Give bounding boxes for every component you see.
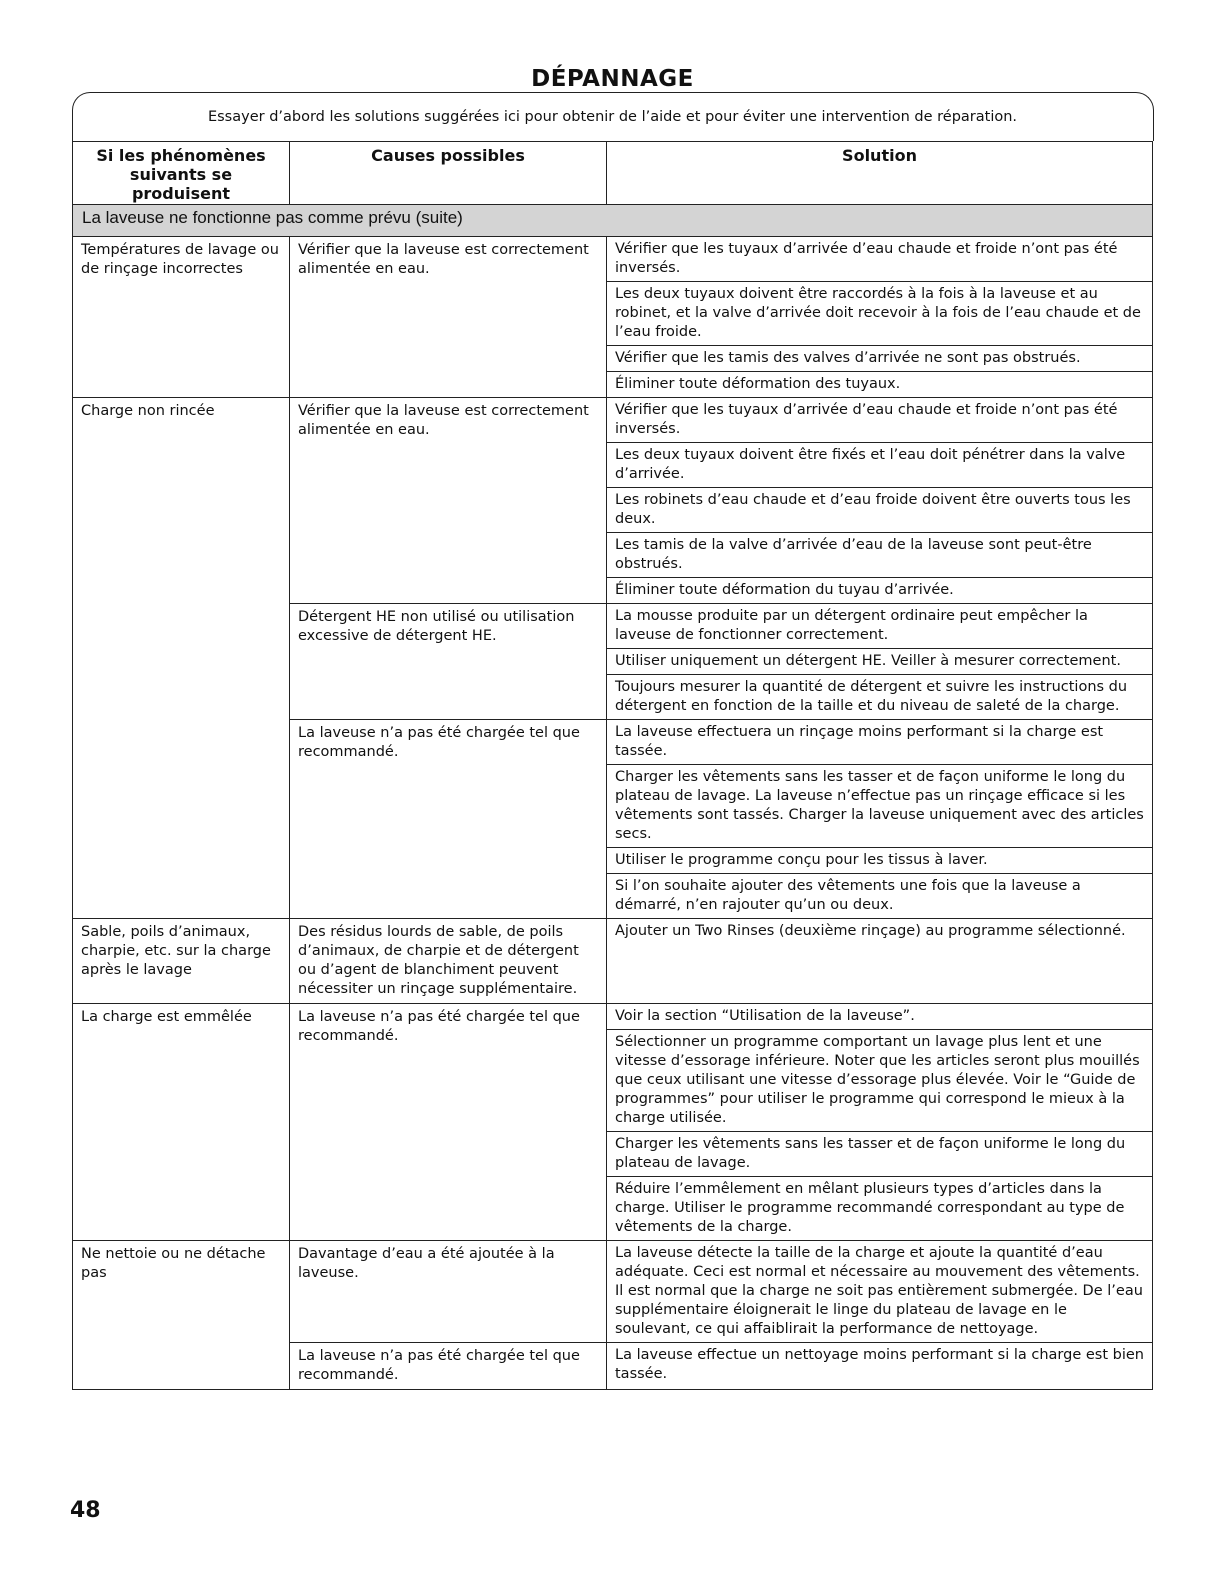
solution-item: Sélectionner un programme comportant un lavage plus lent et une vitesse d’essorage inférieure. Noter que les articles seront plus mouillés que ceux utilisant une vitesse d’essorage plus élevée. Voir le “Guide de programmes” pour utiliser le programme qui correspond le mieux à la charge utilisée. xyxy=(607,1030,1152,1132)
cause-cell: Vérifier que la laveuse est correctement alimentée en eau. xyxy=(290,398,607,604)
symptom-cell: Températures de lavage ou de rinçage incorrectes xyxy=(73,237,290,398)
header-solution: Solution xyxy=(607,142,1153,205)
solution-item: Réduire l’emmêlement en mêlant plusieurs types d’articles dans la charge. Utiliser le programme recommandé correspondant au type de vêtements de la charge. xyxy=(615,1181,1125,1235)
solution-cell xyxy=(607,1343,1153,1390)
solution-item: Ajouter un Two Rinses (deuxième rinçage) au programme sélectionné. xyxy=(615,923,1126,939)
cause-cell: Détergent HE non utilisé ou utilisation excessive de détergent HE. xyxy=(290,604,607,720)
table-row xyxy=(73,1004,1153,1241)
solution-item: Si l’on souhaite ajouter des vêtements une fois que la laveuse a démarré, n’en rajouter qu’un ou deux. xyxy=(615,878,1081,913)
intro-text: Essayer d’abord les solutions suggérées ici pour obtenir de l’aide et pour éviter une intervention de réparation. xyxy=(207,109,1018,125)
section-row xyxy=(73,205,1153,237)
solution-cell xyxy=(607,1241,1153,1343)
cause-cell: La laveuse n’a pas été chargée tel que recommandé. xyxy=(290,720,607,919)
symptom-cell: Ne nettoie ou ne détache pas xyxy=(73,1241,290,1390)
solution-item: La mousse produite par un détergent ordinaire peut empêcher la laveuse de fonctionner correctement. xyxy=(607,604,1152,649)
solution-item: Les robinets d’eau chaude et d’eau froide doivent être ouverts tous les deux. xyxy=(607,488,1152,533)
solution-item: Les deux tuyaux doivent être raccordés à la fois à la laveuse et au robinet, et la valve d’arrivée doit recevoir à la fois de l’eau chaude et de l’eau froide. xyxy=(607,282,1152,346)
solution-item: Charger les vêtements sans les tasser et de façon uniforme le long du plateau de lavage. La laveuse n’effectue pas un rinçage efficace si les vêtements sont tassés. Charger la laveuse uniquement avec des articles secs. xyxy=(607,765,1152,848)
cause-cell: La laveuse n’a pas été chargée tel que recommandé. xyxy=(290,1004,607,1241)
cause-cell: La laveuse n’a pas été chargée tel que recommandé. xyxy=(290,1343,607,1390)
header-causes: Causes possibles xyxy=(290,142,607,205)
solution-cell xyxy=(607,1004,1153,1241)
solution-item: Charger les vêtements sans les tasser et de façon uniforme le long du plateau de lavage. xyxy=(607,1132,1152,1177)
solution-cell xyxy=(607,237,1153,398)
solution-item: Les deux tuyaux doivent être fixés et l’eau doit pénétrer dans la valve d’arrivée. xyxy=(607,443,1152,488)
solution-item: Les tamis de la valve d’arrivée d’eau de la laveuse sont peut-être obstrués. xyxy=(607,533,1152,578)
symptom-cell: Charge non rincée xyxy=(73,398,290,919)
section-title: La laveuse ne fonctionne pas comme prévu (suite) xyxy=(73,205,1153,237)
troubleshooting-table xyxy=(72,141,1153,1390)
table-row xyxy=(73,1241,1153,1343)
solution-item: Vérifier que les tuyaux d’arrivée d’eau chaude et froide n’ont pas été inversés. xyxy=(607,398,1152,443)
solution-item: Vérifier que les tamis des valves d’arrivée ne sont pas obstrués. xyxy=(607,346,1152,372)
table-header-row xyxy=(73,142,1153,205)
cause-cell: Des résidus lourds de sable, de poils d’animaux, de charpie et de détergent ou d’agent de blanchiment peuvent nécessiter un rinçage supplémentaire. xyxy=(290,919,607,1004)
table-row xyxy=(73,919,1153,1004)
solution-item: La laveuse effectuera un rinçage moins performant si la charge est tassée. xyxy=(607,720,1152,765)
table-row xyxy=(73,237,1153,398)
header-phenomena: Si les phénomènes suivants se produisent xyxy=(73,142,290,205)
cause-cell: Davantage d’eau a été ajoutée à la laveuse. xyxy=(290,1241,607,1343)
solution-item: Utiliser uniquement un détergent HE. Veiller à mesurer correctement. xyxy=(607,649,1152,675)
table-row xyxy=(73,398,1153,604)
solution-item: Vérifier que les tuyaux d’arrivée d’eau chaude et froide n’ont pas été inversés. xyxy=(607,237,1152,282)
solution-item: La laveuse détecte la taille de la charge et ajoute la quantité d’eau adéquate. Ceci est normal et nécessaire au mouvement des vêtements. Il est normal que la charge ne soit pas entièrement submergée. De l’eau supplémentaire éloignerait le linge du plateau de lavage en le soulevant, ce qui affaiblirait la performance de nettoyage. xyxy=(615,1245,1143,1337)
solution-item: La laveuse effectue un nettoyage moins performant si la charge est bien tassée. xyxy=(615,1347,1144,1382)
solution-cell xyxy=(607,398,1153,604)
solution-item: Éliminer toute déformation des tuyaux. xyxy=(615,376,901,392)
symptom-cell: Sable, poils d’animaux, charpie, etc. sur la charge après le lavage xyxy=(73,919,290,1004)
solution-item: Toujours mesurer la quantité de détergent et suivre les instructions du détergent en fonction de la taille et du niveau de saleté de la charge. xyxy=(615,679,1128,714)
solution-cell xyxy=(607,604,1153,720)
page-title: DÉPANNAGE xyxy=(531,66,694,92)
symptom-cell: La charge est emmêlée xyxy=(73,1004,290,1241)
solution-item: Utiliser le programme conçu pour les tissus à laver. xyxy=(607,848,1152,874)
solution-item: Éliminer toute déformation du tuyau d’arrivée. xyxy=(615,582,954,598)
page-number: 48 xyxy=(70,1498,101,1523)
solution-cell xyxy=(607,720,1153,919)
cause-cell: Vérifier que la laveuse est correctement alimentée en eau. xyxy=(290,237,607,398)
solution-cell xyxy=(607,919,1153,1004)
solution-item: Voir la section “Utilisation de la laveuse”. xyxy=(607,1004,1152,1030)
